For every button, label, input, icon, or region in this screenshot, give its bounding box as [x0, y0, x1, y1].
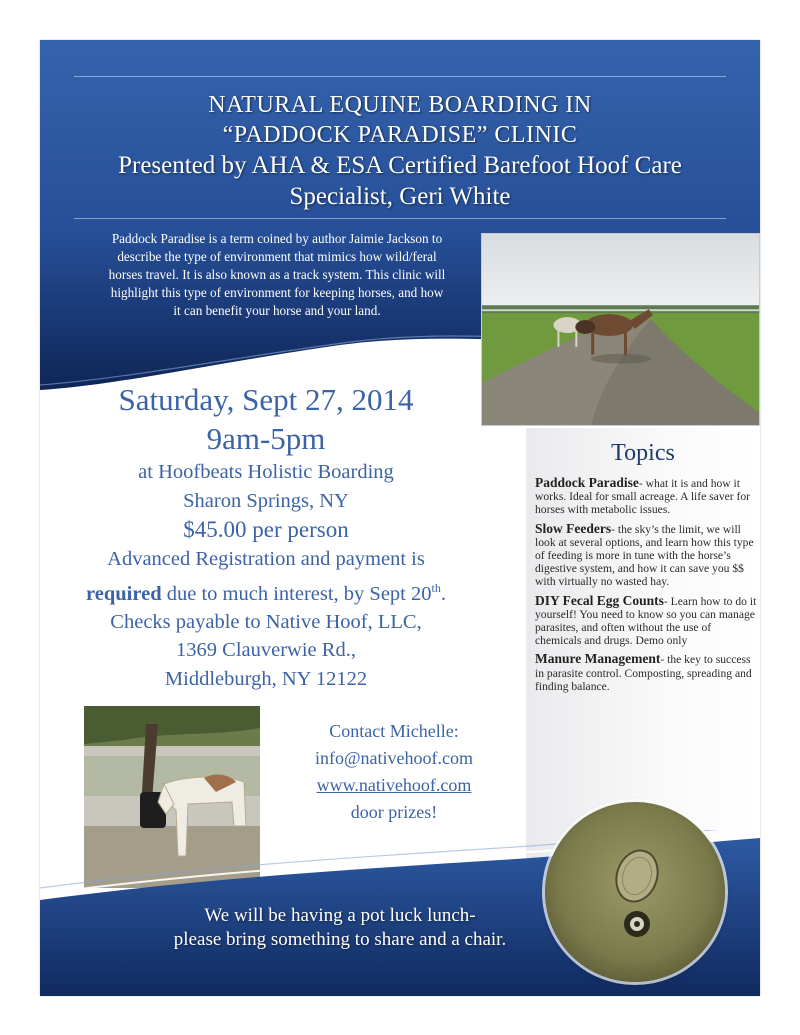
- title-line-4: Specialist, Geri White: [289, 183, 511, 210]
- topic-desc: - Learn how to do it yourself! You need to know so you can manage parasites, and often without the use of chemicals and drugs. Demo only: [535, 594, 757, 648]
- topic-desc: - the key to success in parasite control. Composting, spreading and finding balance.: [535, 653, 752, 693]
- registration-ordinal: th: [431, 580, 441, 595]
- registration-period: .: [440, 582, 446, 605]
- contact-website-link[interactable]: www.nativehoof.com: [316, 775, 472, 795]
- contact-email[interactable]: info@nativehoof.com: [314, 748, 474, 768]
- lunch-line-1: We will be having a pot luck lunch-: [204, 905, 476, 926]
- topic-name: Paddock Paradise: [535, 475, 639, 490]
- topic-item: [535, 594, 757, 648]
- event-time: 9am-5pm: [206, 421, 326, 456]
- contact-label: Contact Michelle:: [329, 721, 459, 741]
- lunch-line-2: please bring something to share and a chair.: [173, 929, 507, 950]
- event-price: $45.00 per person: [183, 517, 349, 542]
- registration-line-2: [46, 574, 486, 608]
- header-rule-bottom: [74, 218, 726, 219]
- topic-item: [535, 652, 757, 693]
- microscope-egg-photo: [545, 802, 725, 982]
- topics-title: Topics: [611, 440, 675, 466]
- topic-item: [535, 476, 757, 517]
- event-date: Saturday, Sept 27, 2014: [118, 382, 414, 417]
- topic-name: Manure Management: [535, 651, 661, 667]
- title-line-1: NATURAL EQUINE BOARDING IN: [208, 92, 592, 118]
- topic-item: [535, 522, 757, 589]
- topic-desc: - the sky’s the limit, we will look at several options, and learn how this type of feeding is more in tune with the horse’s digestive system, and how it can save you $$ with virtually no wasted hay.: [535, 522, 754, 589]
- header-rule-top: [74, 76, 726, 77]
- topic-desc: - what it is and how it works. Ideal for small acreage. A life saver for horses with metabolic issues.: [535, 477, 751, 517]
- title-line-3: Presented by AHA & ESA Certified Barefoot Hoof Care: [118, 152, 682, 179]
- contact-block: [286, 718, 502, 826]
- address-line-2: Middleburgh, NY 12122: [164, 667, 368, 690]
- address-line-1: 1369 Clauverwie Rd.,: [176, 639, 356, 662]
- flyer-page: [40, 40, 760, 996]
- horses-track-photo: [481, 233, 760, 426]
- registration-required: required: [86, 582, 162, 605]
- event-info: [46, 380, 486, 693]
- topic-name: DIY Fecal Egg Counts: [535, 592, 664, 608]
- topics-list: [535, 476, 757, 698]
- event-location: Sharon Springs, NY: [183, 489, 349, 512]
- topic-name: Slow Feeders: [535, 520, 612, 536]
- intro-paragraph: Paddock Paradise is a term coined by author Jaimie Jackson to describe the type of environment that mimics how wild/feral horses travel. It is also known as a track system. This clinic will highlight this type of environment for keeping horses, and how it can benefit your horse and your land.: [108, 231, 446, 318]
- registration-deadline: due to much interest, by Sept 20: [161, 582, 432, 605]
- checks-payable: Checks payable to Native Hoof, LLC,: [110, 610, 422, 633]
- door-prizes-note: door prizes!: [350, 802, 438, 822]
- title-line-2: “PADDOCK PARADISE” CLINIC: [222, 122, 578, 148]
- registration-line-1: Advanced Registration and payment is: [107, 548, 425, 570]
- event-venue: at Hoofbeats Holistic Boarding: [138, 461, 394, 483]
- lunch-note: [100, 904, 580, 952]
